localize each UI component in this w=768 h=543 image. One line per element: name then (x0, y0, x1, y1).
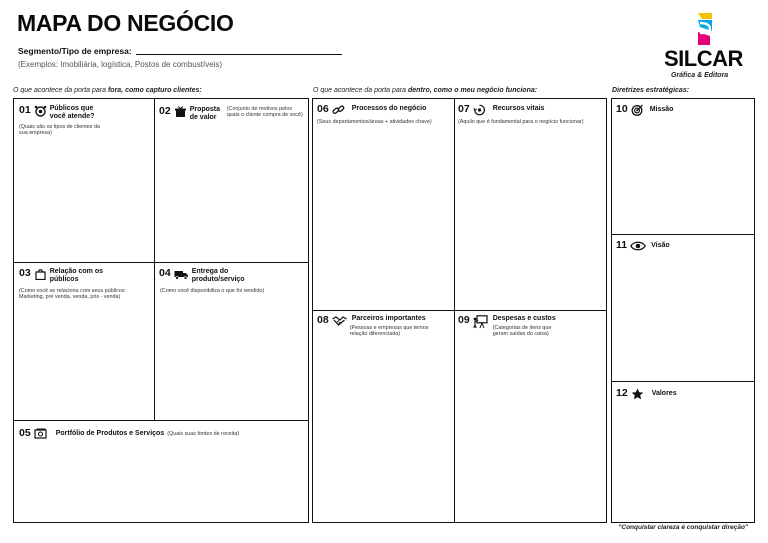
cell-02-title: Proposta de valor (189, 106, 221, 121)
segment-input-line[interactable] (136, 54, 342, 55)
cell-02-header (159, 106, 305, 122)
cell-01-title: Públicos que você atende? (49, 105, 95, 120)
logo-name: SILCAR (664, 46, 743, 71)
caption-inside: O que acontece da porta para dentro, como o meu negócio funciona: (313, 87, 538, 94)
cell-05-number: 05 (19, 427, 31, 439)
cell-06-hint: (Seus departamentos/áreas + atividades chave) (317, 119, 432, 125)
cell-02-area[interactable] (155, 140, 308, 261)
cell-05-area[interactable] (14, 445, 308, 522)
gift-box-icon (174, 106, 187, 118)
cell-07-header (458, 104, 544, 116)
cell-02-number: 02 (159, 105, 171, 117)
star-icon (631, 388, 644, 400)
cell-10-number: 10 (616, 103, 628, 115)
money-icon (34, 428, 47, 440)
cell-03-title: Relação com os públicos (49, 268, 103, 283)
cell-07-hint: (Aquilo que é fundamental para o negócio funcionar) (458, 119, 584, 125)
silcar-logo-mark (694, 11, 716, 47)
cell-04-number: 04 (159, 267, 171, 279)
cell-03-area[interactable] (14, 312, 153, 419)
logo-subtitle: Gráfica & Editora (671, 72, 729, 79)
cell-08-title: Parceiros importantes (351, 315, 426, 322)
caption-outside: O que acontece da porta para fora, como capturo clientes: (13, 87, 202, 94)
cell-09-title: Despesas e custos (492, 315, 556, 322)
cell-01-number: 01 (19, 104, 31, 116)
cell-06-number: 06 (317, 103, 329, 115)
cell-10-title: Missão (649, 106, 674, 113)
divider-horizontal-right-2 (611, 381, 755, 382)
cell-09-header (458, 315, 565, 338)
cell-11-number: 11 (616, 239, 628, 251)
cell-10-header (616, 104, 673, 116)
cell-09-number: 09 (458, 314, 470, 326)
cell-09-area[interactable] (455, 345, 606, 522)
divider-horizontal-left-1 (13, 262, 309, 263)
cell-11-title: Visão (651, 242, 670, 249)
cell-08-hint: (Pessoas e empresas que temos relação diferenciada) (349, 325, 429, 338)
cell-08-area[interactable] (313, 345, 453, 522)
cell-03-header (19, 268, 120, 284)
cell-12-number: 12 (616, 387, 628, 399)
cell-11-area[interactable] (612, 256, 754, 380)
cell-01-area[interactable] (14, 140, 153, 261)
cell-04-header (159, 268, 262, 284)
handshake-icon (332, 315, 347, 327)
footer-quote: "Conquistar clareza é conquistar direção" (618, 524, 748, 531)
cell-07-title: Recursos vitais (492, 105, 545, 112)
segment-label: Segmento/Tipo de empresa: (18, 46, 132, 56)
presentation-icon (473, 315, 488, 329)
cell-03-number: 03 (19, 267, 31, 279)
truck-icon (174, 268, 189, 280)
cell-06-header (317, 104, 426, 116)
cell-04-title: Entrega do produto/serviço (191, 268, 245, 283)
bullseye-icon (631, 104, 644, 116)
cell-06-title: Processos do negócio (351, 105, 427, 112)
shopping-bag-icon (34, 268, 47, 280)
cell-07-number: 07 (458, 103, 470, 115)
cell-10-area[interactable] (612, 120, 754, 233)
cell-05-title: Portfólio de Produtos e Serviços (55, 430, 165, 437)
cell-03-hint: (Como você se relaciona com seus públicos: Marketing, pré venda, venda, pós - venda) (19, 288, 126, 301)
target-people-icon (34, 105, 47, 117)
segment-examples: (Exemplos: Imobiliária, logística, Postos de combustíveis) (18, 60, 223, 69)
caption-strategic: Diretrizes estratégicas: (612, 87, 690, 94)
cell-09-hint: (Categorias de itens que geram saídas do caixa) (492, 325, 552, 338)
cell-04-hint: (Como você disponibiliza o que foi vendido) (160, 288, 265, 294)
cell-05-hint: (Quais suas fontes de receita) (167, 431, 240, 437)
cell-07-area[interactable] (455, 130, 606, 309)
cell-05-header (19, 428, 239, 440)
cell-11-header (616, 240, 670, 252)
cell-12-header (616, 388, 677, 400)
cell-04-area[interactable] (155, 300, 308, 419)
cell-01-header (19, 105, 105, 121)
eye-icon (630, 240, 646, 252)
divider-horizontal-left-2 (13, 420, 309, 421)
divider-horizontal-right-1 (611, 234, 755, 235)
cell-01-hint: (Quais são os tipos de clientes da sua empresa) (19, 124, 100, 137)
cell-08-header (317, 315, 430, 338)
cell-08-number: 08 (317, 314, 329, 326)
divider-horizontal-middle (312, 310, 607, 311)
gear-arrows-icon (473, 104, 486, 116)
page-title: MAPA DO NEGÓCIO (17, 10, 234, 36)
cell-02-hint: (Conjunto de motivos pelos quais o cliente compra de você) (226, 106, 303, 119)
cell-06-area[interactable] (313, 130, 453, 309)
cell-12-title: Valores (651, 390, 677, 397)
cell-12-area[interactable] (612, 404, 754, 522)
link-icon (332, 104, 345, 116)
